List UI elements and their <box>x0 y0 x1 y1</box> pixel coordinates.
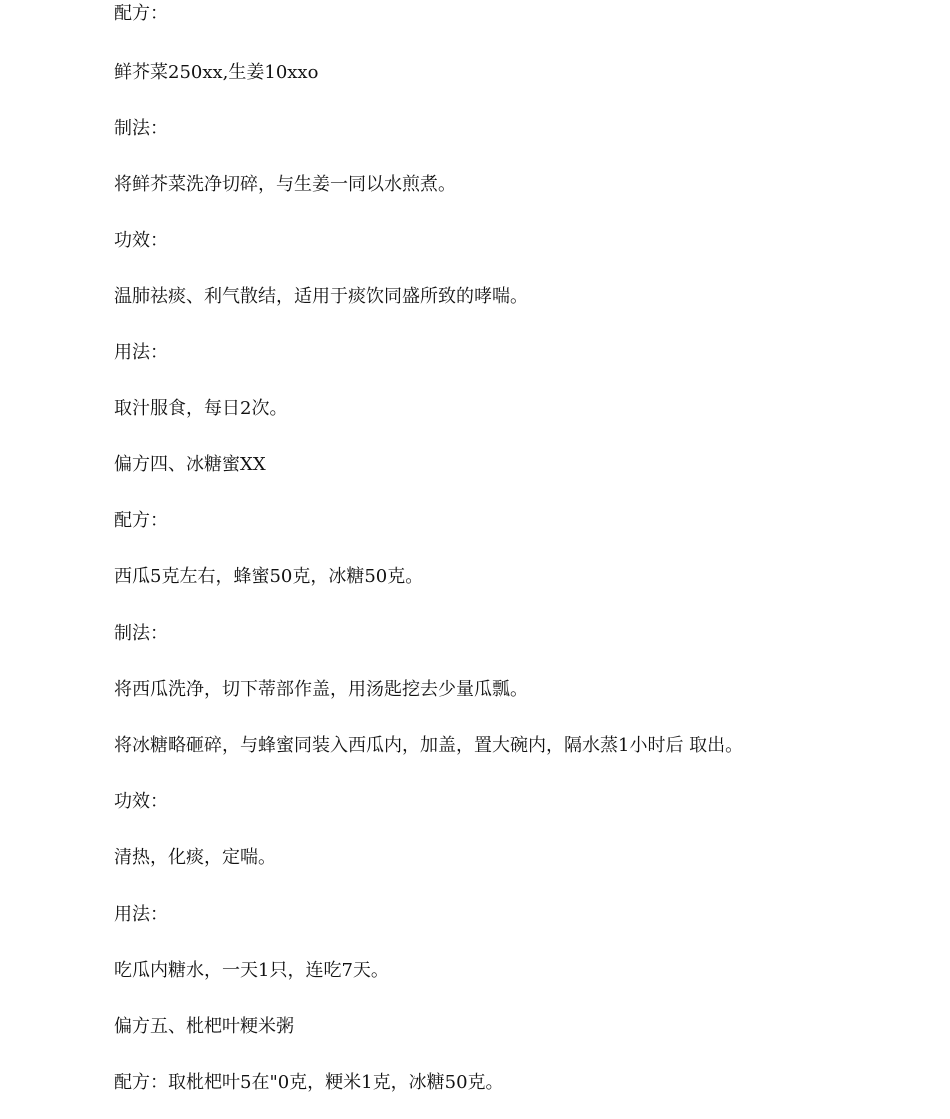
text-line: 配方： <box>114 3 168 24</box>
text-line: 清热，化痰，定喘。 <box>114 847 276 868</box>
text-line: 配方：取枇杷叶5在"0克，粳米1克，冰糖50克。 <box>114 1072 504 1093</box>
text-line: 将西瓜洗净，切下蒂部作盖，用汤匙挖去少量瓜瓢。 <box>114 679 528 700</box>
text-line: 用法： <box>114 342 168 363</box>
text-line: 将鲜芥菜洗净切碎，与生姜一同以水煎煮。 <box>114 174 456 195</box>
text-line: 鲜芥菜250xx,生姜10xxo <box>114 62 319 83</box>
text-line: 吃瓜内糖水，一天1只，连吃7天。 <box>114 960 389 981</box>
text-line: 西瓜5克左右，蜂蜜50克，冰糖50克。 <box>114 566 424 587</box>
text-line: 功效： <box>114 230 168 251</box>
text-line: 制法： <box>114 118 168 139</box>
text-line: 用法： <box>114 904 168 925</box>
section-heading: 偏方四、冰糖蜜XX <box>114 454 266 475</box>
text-line: 将冰糖略砸碎，与蜂蜜同装入西瓜内，加盖，置大碗内，隔水蒸1小时后 取出。 <box>114 735 744 756</box>
text-line: 取汁服食，每日2次。 <box>114 398 288 419</box>
text-line: 温肺祛痰、利气散结，适用于痰饮同盛所致的哮喘。 <box>114 286 528 307</box>
text-line: 配方： <box>114 510 168 531</box>
text-line: 功效： <box>114 791 168 812</box>
section-heading: 偏方五、枇杷叶粳米粥 <box>114 1016 294 1037</box>
text-line: 制法： <box>114 623 168 644</box>
